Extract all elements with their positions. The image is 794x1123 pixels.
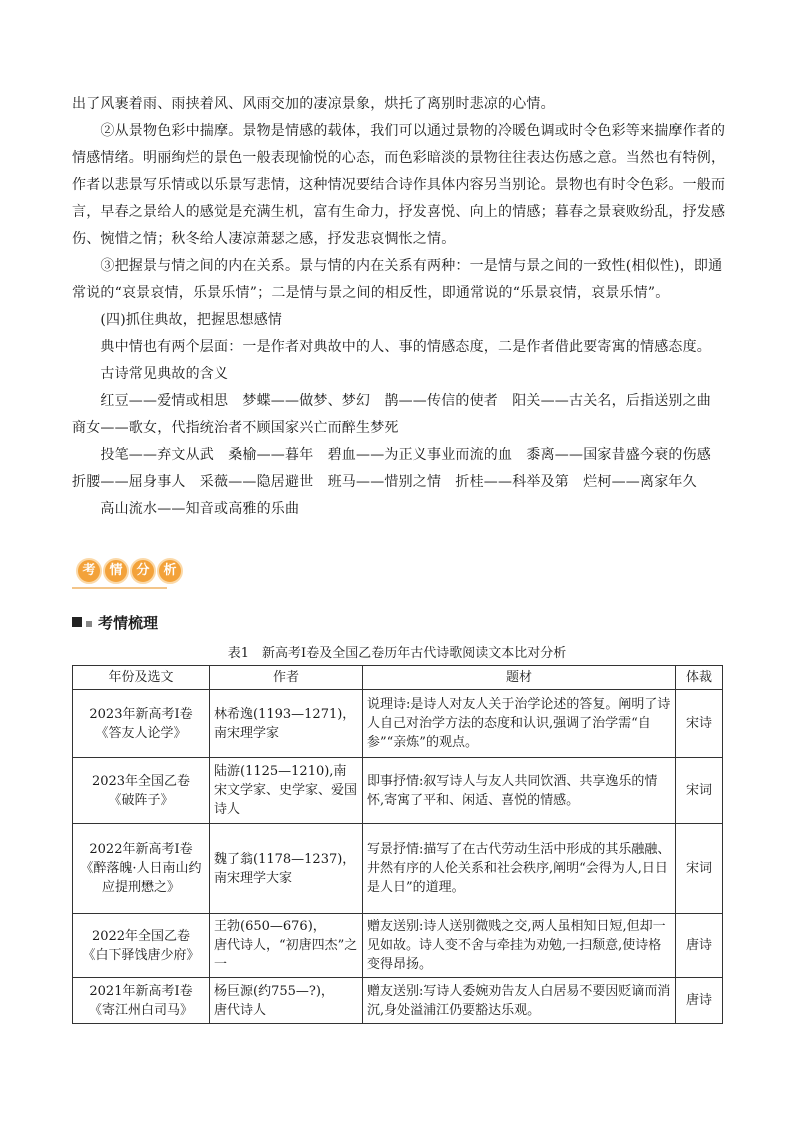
allusion-line: 高山流水——知音或高雅的乐曲 xyxy=(72,501,300,517)
cell-line: 陆游(1125—1210),南宋文学家、史学家、爱国诗人 xyxy=(214,764,358,817)
cell-line: 林希逸(1193—1271)， xyxy=(214,706,356,722)
cell-genre: 唐诗 xyxy=(676,978,723,1024)
header-author: 作者 xyxy=(210,666,363,690)
square-bullet-icon xyxy=(72,617,82,627)
paragraph-line: ②从景物色彩中揣摩。景物是情感的载体，我们可以通过景物的冷暖色调或时令色彩等来揣摩作者的 xyxy=(72,123,726,139)
small-square-bullet-icon xyxy=(86,621,92,627)
comparison-table xyxy=(72,665,723,1024)
section-title: 考情梳理 xyxy=(98,613,159,632)
table-row xyxy=(73,758,723,824)
table-row xyxy=(73,978,723,1024)
badge-char: 考 xyxy=(76,558,102,584)
paragraph-line: 作者以悲景写乐情或以乐景写悲情，这种情况要结合诗作具体内容另当别论。景物也有时令色彩。一般而 xyxy=(72,177,726,193)
paragraph-line: 言，早春之景给人的感觉是充满生机，富有生命力，抒发喜悦、向上的情感；暮春之景衰败纷乱，抒发感 xyxy=(72,204,726,220)
paragraph-line: 伤、惋惜之情；秋冬给人凄凉萧瑟之感，抒发悲哀惆怅之情。 xyxy=(72,231,456,247)
cell-author xyxy=(210,978,363,1024)
badge-char: 分 xyxy=(130,558,156,584)
paragraph-line: 古诗常见典故的含义 xyxy=(72,366,229,382)
cell-line: 王勃(650—676)， xyxy=(214,919,326,934)
cell-line: 《醉落魄·人日南山约 xyxy=(80,861,202,876)
cell-author xyxy=(210,914,363,978)
cell-line: 唐代诗人，“初唐四杰”之一 xyxy=(214,938,358,972)
paragraph-line: 常说的“哀景哀情，乐景乐情”；二是情与景之间的相反性，即通常说的“乐景哀情，哀景乐情”。 xyxy=(72,285,670,301)
cell-genre: 宋词 xyxy=(676,758,723,824)
badge-underline xyxy=(72,587,167,589)
table-row xyxy=(73,690,723,758)
cell-year xyxy=(73,914,210,978)
cell-year xyxy=(73,758,210,824)
cell-genre: 唐诗 xyxy=(676,914,723,978)
cell-line: 2023年新高考Ⅰ卷 xyxy=(89,706,193,722)
cell-year xyxy=(73,690,210,758)
paragraph-line: 出了风裹着雨、雨挟着风、风雨交加的凄凉景象，烘托了离别时悲凉的心情。 xyxy=(72,96,555,112)
cell-line: 唐代诗人 xyxy=(214,1002,267,1018)
paragraph-line: 情感情绪。明丽绚烂的景色一般表现愉悦的心态，而色彩暗淡的景物往往表达伤感之意。当然也有特例， xyxy=(72,150,726,166)
section-badge xyxy=(76,558,184,584)
cell-author xyxy=(210,690,363,758)
allusion-line: 折腰——屈身事人 采薇——隐居避世 班马——惜别之情 折桂——科举及第 烂柯——离家年久 xyxy=(72,474,697,490)
cell-theme: 赠友送别:写诗人委婉劝告友人白居易不要因贬谪而消沉,身处溢浦江仍要豁达乐观。 xyxy=(363,978,676,1024)
paragraph-line: 典中情也有两个层面：一是作者对典故中的人、事的情感态度，二是作者借此要寄寓的情感态度。 xyxy=(72,339,711,355)
table-row xyxy=(73,824,723,914)
cell-line: 南宋理学家 xyxy=(214,725,280,741)
table-row xyxy=(73,914,723,978)
cell-line: 杨巨源(约755—?)， xyxy=(214,983,334,999)
cell-line: 2022年新高考Ⅰ卷 xyxy=(89,842,193,857)
allusion-line: 投笔——弃文从武 桑榆——暮年 碧血——为正义事业而流的血 黍离——国家昔盛今衰的伤感 xyxy=(72,447,711,463)
cell-theme: 写景抒情:描写了在古代劳动生活中形成的其乐融融、井然有序的人伦关系和社会秩序,阐明“会得为人,日日是人日”的道理。 xyxy=(363,824,676,914)
badge-char: 情 xyxy=(103,558,129,584)
allusion-line: 商女——歌女，代指统治者不顾国家兴亡而醉生梦死 xyxy=(72,420,399,436)
cell-line: 魏了翁(1178—1237)， xyxy=(214,851,356,867)
cell-line: 应提刑懋之》 xyxy=(101,880,180,895)
paragraph-line: ③把握景与情之间的内在关系。景与情的内在关系有两种：一是情与景之间的一致性(相似性)，即通 xyxy=(72,258,723,274)
cell-theme: 说理诗:是诗人对友人关于治学论述的答复。阐明了诗人自己对治学方法的态度和认识,强调了治学需“自参”“亲炼”的观点。 xyxy=(363,690,676,758)
cell-line: 《破阵子》 xyxy=(108,792,174,808)
cell-line: 《答友人论学》 xyxy=(95,725,187,741)
cell-year xyxy=(73,978,210,1024)
cell-year xyxy=(73,824,210,914)
cell-theme: 即事抒情:叙写诗人与友人共同饮酒、共享逸乐的情怀,寄寓了平和、闲适、喜悦的情感。 xyxy=(363,758,676,824)
header-theme: 题材 xyxy=(363,666,676,690)
table-header-row xyxy=(73,666,723,690)
cell-line: 《寄江州白司马》 xyxy=(88,1002,193,1018)
badge-char: 析 xyxy=(157,558,183,584)
cell-genre: 宋诗 xyxy=(676,690,723,758)
cell-line: 2022年全国乙卷 xyxy=(91,928,191,944)
cell-genre: 宋词 xyxy=(676,824,723,914)
header-genre: 体裁 xyxy=(676,666,723,690)
table-caption: 表1 新高考Ⅰ卷及全国乙卷历年古代诗歌阅读文本比对分析 xyxy=(227,646,567,661)
subheading-line: (四)抓住典故，把握思想感情 xyxy=(72,312,283,328)
cell-theme: 赠友送别:诗人送别微贱之交,两人虽相知日短,但却一见如故。诗人变不舍与牵挂为劝勉,一扫颓意,使诗格变得昂扬。 xyxy=(363,914,676,978)
cell-line: 2021年新高考Ⅰ卷 xyxy=(89,983,193,999)
header-year: 年份及选文 xyxy=(73,666,210,690)
cell-author xyxy=(210,824,363,914)
cell-line: 《白下驿饯唐少府》 xyxy=(82,947,200,963)
allusion-line: 红豆——爱情或相思 梦蝶——做梦、梦幻 鹊——传信的使者 阳关——古关名，后指送别之曲 xyxy=(72,393,711,409)
cell-author xyxy=(210,758,363,824)
cell-line: 南宋理学大家 xyxy=(214,870,293,886)
section-heading xyxy=(72,612,158,632)
cell-line: 2023年全国乙卷 xyxy=(91,773,191,789)
